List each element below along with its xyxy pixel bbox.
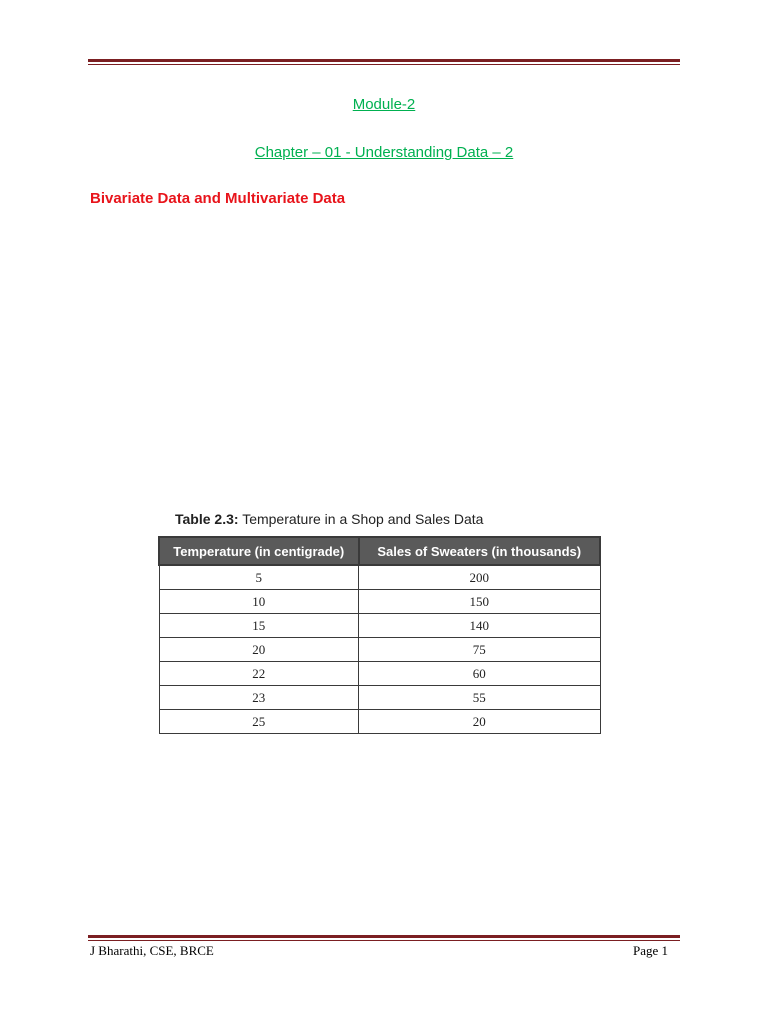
sales-cell: 60 <box>359 662 600 686</box>
column-header-temperature: Temperature (in centigrade) <box>159 537 359 565</box>
column-header-sales: Sales of Sweaters (in thousands) <box>359 537 600 565</box>
chapter-title[interactable]: Chapter – 01 - Understanding Data – 2 <box>254 144 514 161</box>
table-caption-label: Table 2.3: <box>175 511 239 527</box>
section-heading: Bivariate Data and Multivariate Data <box>90 190 346 207</box>
temperature-cell: 5 <box>159 565 359 590</box>
temperature-cell: 10 <box>159 590 359 614</box>
table-row <box>159 686 600 710</box>
footer-author: J Bharathi, CSE, BRCE <box>90 943 214 958</box>
footer-page-number: Page 1 <box>632 943 668 958</box>
sales-cell: 200 <box>359 565 600 590</box>
temperature-cell: 20 <box>159 638 359 662</box>
header-rule <box>88 59 680 65</box>
table-header-row <box>159 537 600 565</box>
temperature-cell: 25 <box>159 710 359 734</box>
table-caption <box>175 511 483 527</box>
table-row <box>159 590 600 614</box>
table-row <box>159 710 600 734</box>
sales-cell: 140 <box>359 614 600 638</box>
table-row <box>159 662 600 686</box>
data-table <box>158 536 601 734</box>
sales-cell: 75 <box>359 638 600 662</box>
sales-cell: 55 <box>359 686 600 710</box>
temperature-cell: 15 <box>159 614 359 638</box>
table-row <box>159 565 600 590</box>
temperature-cell: 22 <box>159 662 359 686</box>
module-title[interactable]: Module-2 <box>352 96 416 113</box>
temperature-cell: 23 <box>159 686 359 710</box>
footer-rule <box>88 935 680 941</box>
table-row <box>159 638 600 662</box>
table-row <box>159 614 600 638</box>
sales-cell: 20 <box>359 710 600 734</box>
table-caption-text: Temperature in a Shop and Sales Data <box>242 511 484 527</box>
sales-cell: 150 <box>359 590 600 614</box>
